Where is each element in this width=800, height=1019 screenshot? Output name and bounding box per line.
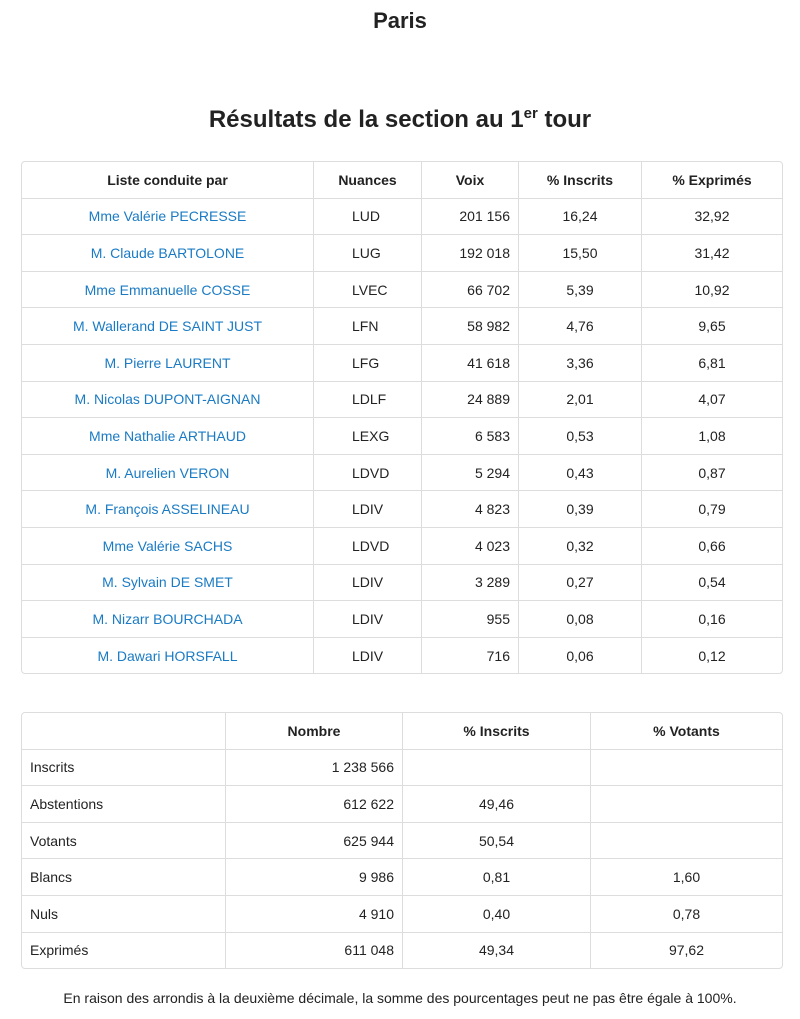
rounding-footnote: En raison des arrondis à la deuxième décimale, la somme des pourcentages peut ne pas être égale à 100%. xyxy=(63,990,737,1006)
pct-inscrits-cell: 0,27 xyxy=(518,564,641,601)
nuance-cell: LFN xyxy=(313,307,421,344)
stat-pct-inscrits-cell: 0,40 xyxy=(402,895,590,932)
voix-cell: 66 702 xyxy=(421,271,518,308)
nuance-cell: LDIV xyxy=(313,564,421,601)
candidate-link[interactable]: M. Pierre LAURENT xyxy=(22,344,313,381)
stats-row xyxy=(22,785,782,822)
candidate-link[interactable]: Mme Emmanuelle COSSE xyxy=(22,271,313,308)
candidate-link[interactable]: M. Sylvain DE SMET xyxy=(22,564,313,601)
pct-inscrits-cell: 4,76 xyxy=(518,307,641,344)
voix-cell: 6 583 xyxy=(421,417,518,454)
stat-pct-votants-cell xyxy=(590,822,782,859)
pct-exprimes-cell: 32,92 xyxy=(641,198,782,235)
stats-row xyxy=(22,932,782,969)
voix-cell: 58 982 xyxy=(421,307,518,344)
stat-label: Blancs xyxy=(22,858,225,895)
candidate-link[interactable]: M. Aurelien VERON xyxy=(22,454,313,491)
result-row xyxy=(22,490,782,527)
stat-pct-inscrits-cell: 49,34 xyxy=(402,932,590,969)
stat-nombre-cell: 4 910 xyxy=(225,895,402,932)
stats-row xyxy=(22,858,782,895)
voix-cell: 3 289 xyxy=(421,564,518,601)
pct-exprimes-cell: 31,42 xyxy=(641,234,782,271)
pct-exprimes-cell: 6,81 xyxy=(641,344,782,381)
stats-header-row xyxy=(22,713,782,749)
candidate-link[interactable]: M. Claude BARTOLONE xyxy=(22,234,313,271)
result-row xyxy=(22,307,782,344)
header-candidate: Liste conduite par xyxy=(107,171,228,188)
pct-inscrits-cell: 0,53 xyxy=(518,417,641,454)
stat-pct-inscrits-cell: 49,46 xyxy=(402,785,590,822)
stat-label: Exprimés xyxy=(22,932,225,969)
stat-label: Votants xyxy=(22,822,225,859)
stat-pct-votants-cell xyxy=(590,785,782,822)
candidate-link[interactable]: M. François ASSELINEAU xyxy=(22,490,313,527)
result-row xyxy=(22,637,782,674)
nuance-cell: LDIV xyxy=(313,637,421,674)
pct-exprimes-cell: 0,66 xyxy=(641,527,782,564)
stat-pct-votants-cell: 97,62 xyxy=(590,932,782,969)
pct-inscrits-cell: 0,43 xyxy=(518,454,641,491)
header-pct-exprimes: % Exprimés xyxy=(641,162,782,198)
stat-pct-inscrits-cell: 0,81 xyxy=(402,858,590,895)
nuance-cell: LDVD xyxy=(313,527,421,564)
section-title-text: Résultats de la section au 1 xyxy=(208,106,524,133)
result-row xyxy=(22,454,782,491)
stat-pct-votants-cell: 1,60 xyxy=(590,858,782,895)
stat-label: Inscrits xyxy=(22,749,225,786)
voix-cell: 5 294 xyxy=(421,454,518,491)
stats-header-nombre: Nombre xyxy=(225,713,402,749)
pct-inscrits-cell: 5,39 xyxy=(518,271,641,308)
section-title-superscript: er xyxy=(523,105,538,122)
pct-inscrits-cell: 0,08 xyxy=(518,600,641,637)
candidate-link[interactable]: M. Nicolas DUPONT-AIGNAN xyxy=(22,381,313,418)
pct-inscrits-cell: 0,32 xyxy=(518,527,641,564)
nuance-cell: LUG xyxy=(313,234,421,271)
pct-exprimes-cell: 9,65 xyxy=(641,307,782,344)
stat-nombre-cell: 612 622 xyxy=(225,785,402,822)
voix-cell: 201 156 xyxy=(421,198,518,235)
stats-header-pct-inscrits: % Inscrits xyxy=(402,713,590,749)
voix-cell: 24 889 xyxy=(421,381,518,418)
nuance-cell: LEXG xyxy=(313,417,421,454)
stat-label: Nuls xyxy=(22,895,225,932)
voix-cell: 4 823 xyxy=(421,490,518,527)
result-row xyxy=(22,381,782,418)
header-pct-inscrits: % Inscrits xyxy=(518,162,641,198)
nuance-cell: LFG xyxy=(313,344,421,381)
results-header-row xyxy=(22,162,782,198)
voix-cell: 192 018 xyxy=(421,234,518,271)
pct-exprimes-cell: 0,12 xyxy=(641,637,782,674)
candidate-link[interactable]: Mme Valérie SACHS xyxy=(22,527,313,564)
results-table xyxy=(21,161,783,674)
result-row xyxy=(22,527,782,564)
stats-table xyxy=(21,712,783,969)
stat-pct-votants-cell: 0,78 xyxy=(590,895,782,932)
pct-inscrits-cell: 0,39 xyxy=(518,490,641,527)
pct-exprimes-cell: 0,87 xyxy=(641,454,782,491)
candidate-link[interactable]: M. Dawari HORSFALL xyxy=(22,637,313,674)
candidate-link[interactable]: Mme Valérie PECRESSE xyxy=(22,198,313,235)
result-row xyxy=(22,600,782,637)
stat-pct-inscrits-cell xyxy=(402,749,590,786)
result-row xyxy=(22,417,782,454)
pct-exprimes-cell: 4,07 xyxy=(641,381,782,418)
candidate-link[interactable]: M. Nizarr BOURCHADA xyxy=(22,600,313,637)
stat-nombre-cell: 1 238 566 xyxy=(225,749,402,786)
stat-pct-votants-cell xyxy=(590,749,782,786)
result-row xyxy=(22,234,782,271)
pct-exprimes-cell: 0,54 xyxy=(641,564,782,601)
nuance-cell: LVEC xyxy=(313,271,421,308)
pct-inscrits-cell: 2,01 xyxy=(518,381,641,418)
stat-pct-inscrits-cell: 50,54 xyxy=(402,822,590,859)
result-row xyxy=(22,344,782,381)
candidate-link[interactable]: M. Wallerand DE SAINT JUST xyxy=(22,307,313,344)
pct-exprimes-cell: 10,92 xyxy=(641,271,782,308)
stat-label: Abstentions xyxy=(22,785,225,822)
header-nuances: Nuances xyxy=(313,162,421,198)
section-title xyxy=(0,106,800,134)
stats-header-pct-votants: % Votants xyxy=(590,713,782,749)
voix-cell: 716 xyxy=(421,637,518,674)
result-row xyxy=(22,198,782,235)
city-title: Paris xyxy=(373,8,427,33)
pct-exprimes-cell: 0,16 xyxy=(641,600,782,637)
pct-inscrits-cell: 3,36 xyxy=(518,344,641,381)
result-row xyxy=(22,271,782,308)
pct-exprimes-cell: 1,08 xyxy=(641,417,782,454)
pct-inscrits-cell: 16,24 xyxy=(518,198,641,235)
nuance-cell: LDIV xyxy=(313,600,421,637)
stats-row xyxy=(22,822,782,859)
stats-row xyxy=(22,895,782,932)
voix-cell: 41 618 xyxy=(421,344,518,381)
stats-row xyxy=(22,749,782,786)
stat-nombre-cell: 9 986 xyxy=(225,858,402,895)
nuance-cell: LDLF xyxy=(313,381,421,418)
voix-cell: 4 023 xyxy=(421,527,518,564)
pct-inscrits-cell: 15,50 xyxy=(518,234,641,271)
nuance-cell: LUD xyxy=(313,198,421,235)
nuance-cell: LDVD xyxy=(313,454,421,491)
stat-nombre-cell: 625 944 xyxy=(225,822,402,859)
stat-nombre-cell: 611 048 xyxy=(225,932,402,969)
pct-exprimes-cell: 0,79 xyxy=(641,490,782,527)
candidate-link[interactable]: Mme Nathalie ARTHAUD xyxy=(22,417,313,454)
nuance-cell: LDIV xyxy=(313,490,421,527)
voix-cell: 955 xyxy=(421,600,518,637)
result-row xyxy=(22,564,782,601)
section-title-suffix: tour xyxy=(537,106,592,133)
header-voix: Voix xyxy=(421,162,518,198)
pct-inscrits-cell: 0,06 xyxy=(518,637,641,674)
stats-header-empty xyxy=(22,713,225,749)
